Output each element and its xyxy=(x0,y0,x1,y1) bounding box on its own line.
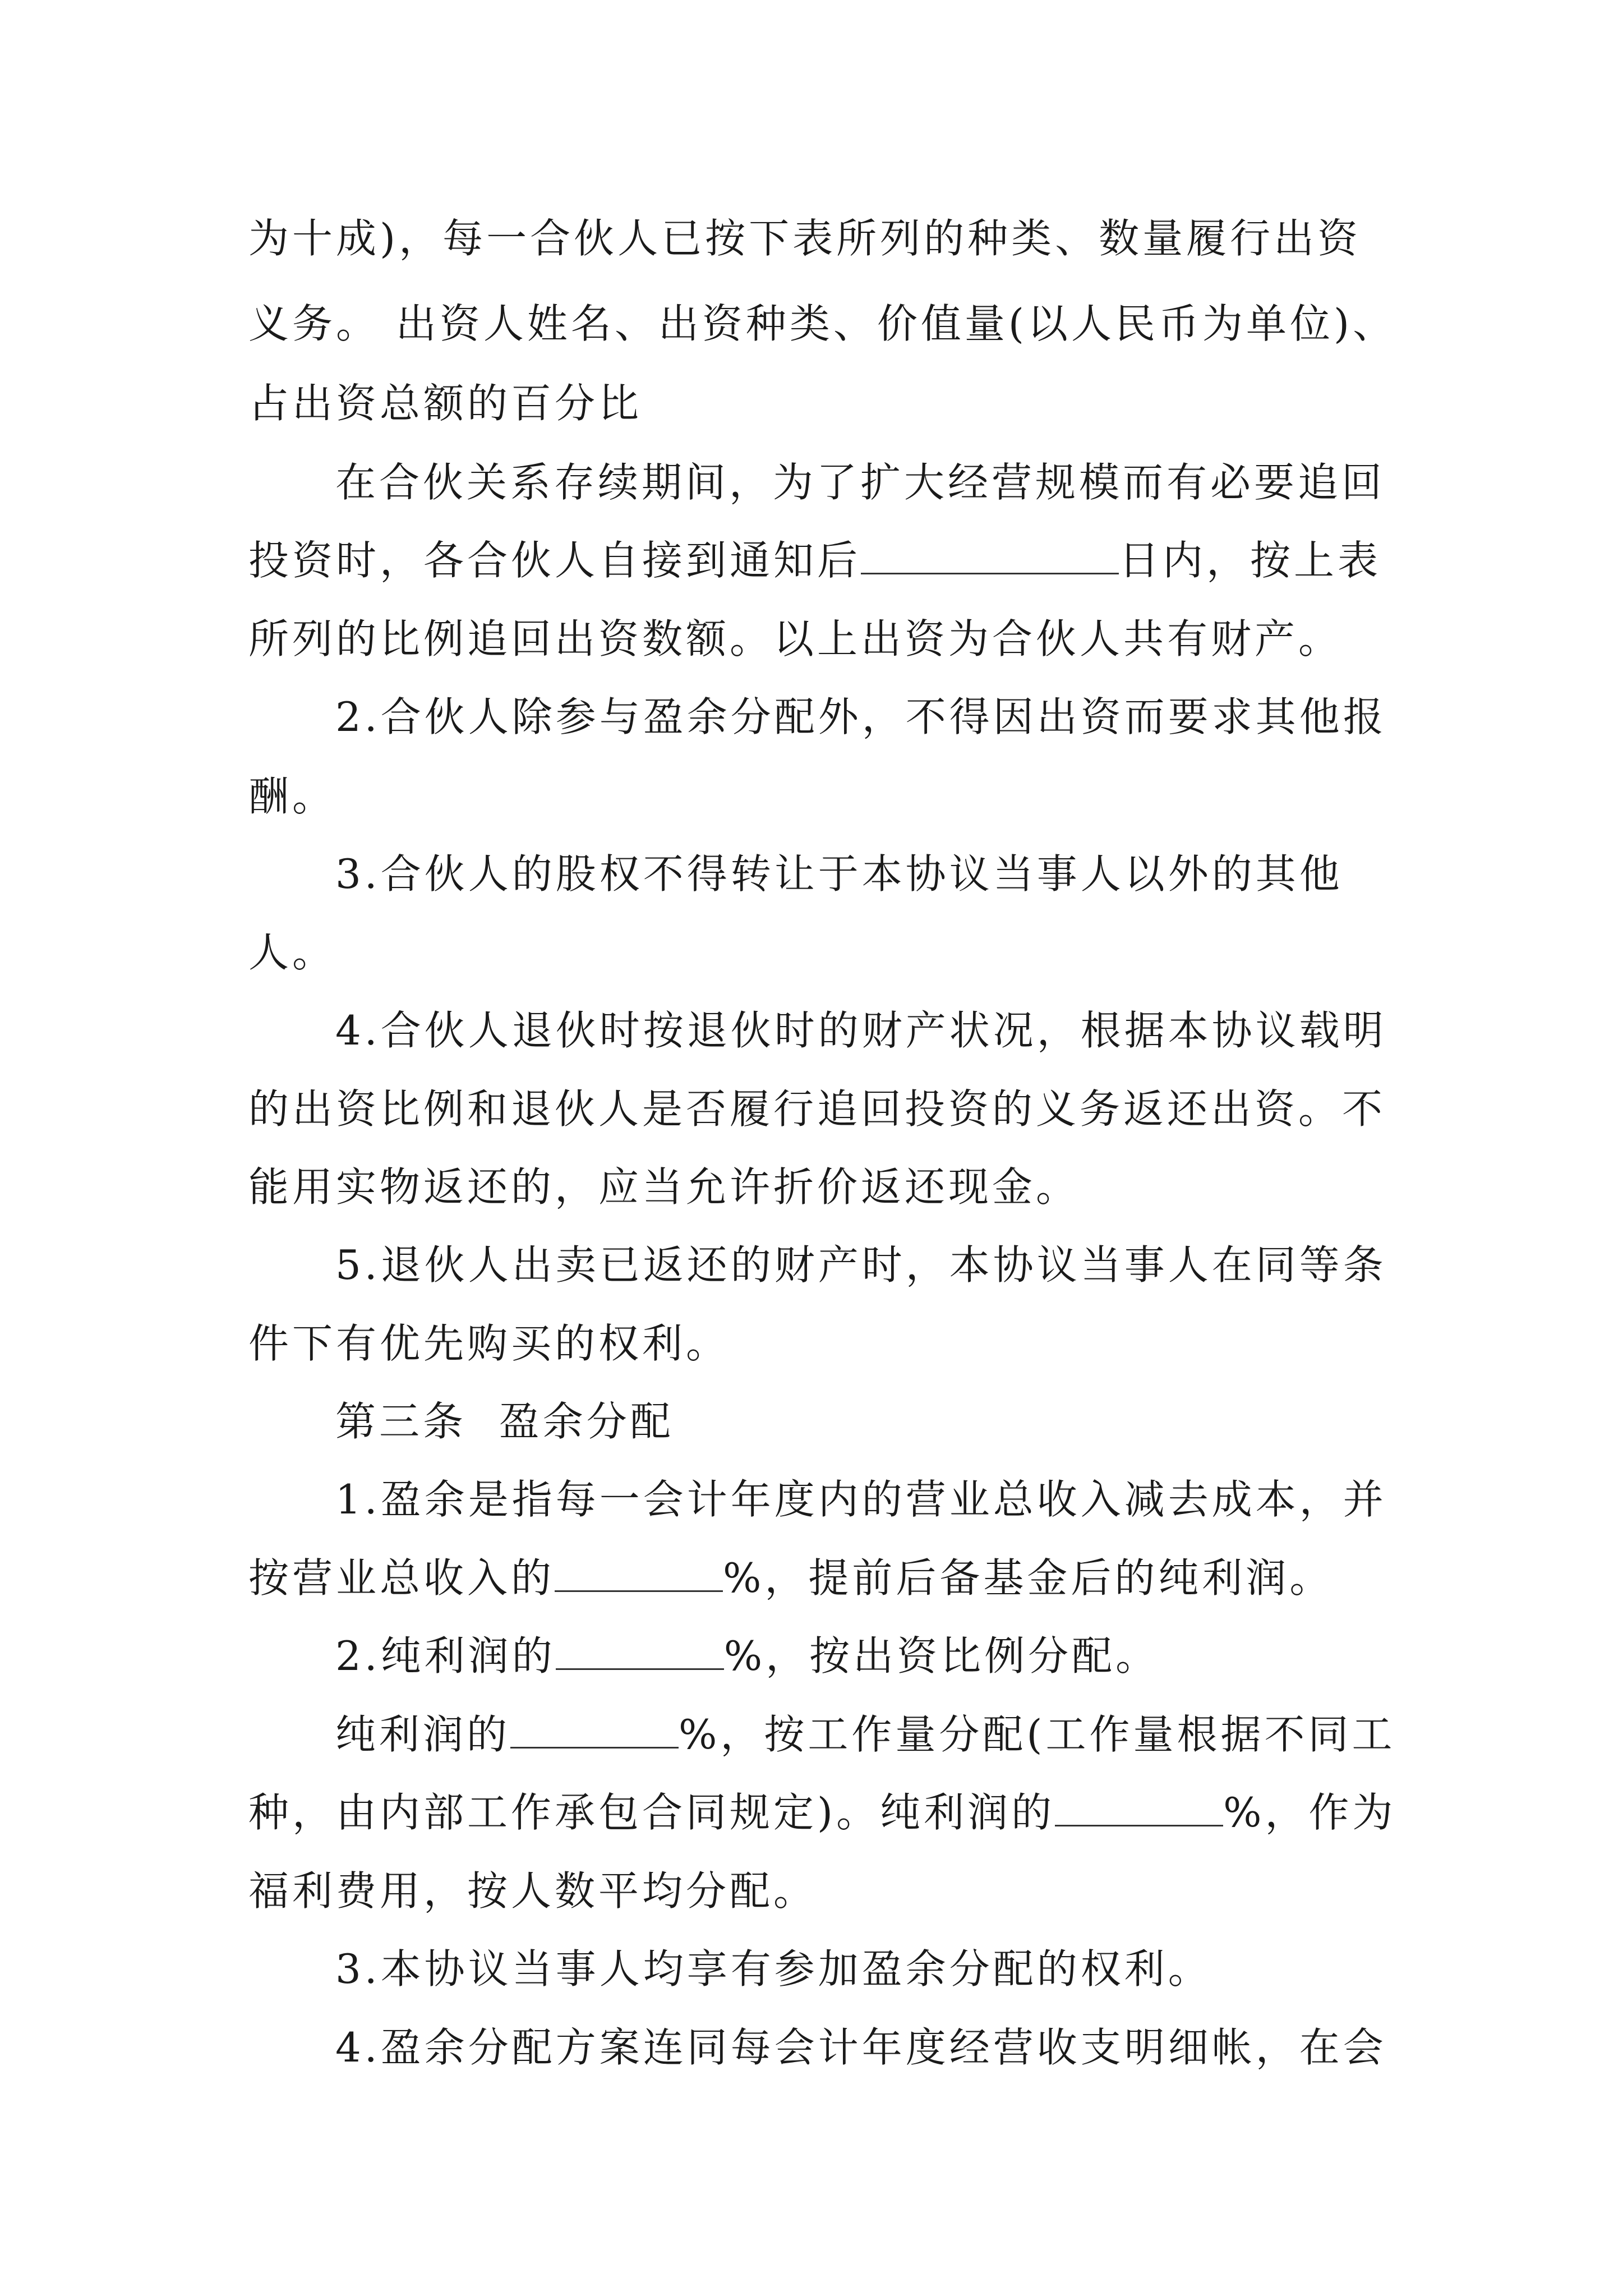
text-run: 5.退伙人出卖已返还的财产时，本协议当事人在同等条 xyxy=(335,1241,1387,1289)
fill-in-blank xyxy=(555,1550,723,1592)
paragraph-line xyxy=(335,689,1387,745)
text-run: 投资时，各合伙人自接到通知后 xyxy=(248,537,861,584)
text-run: %，作为 xyxy=(1223,1789,1396,1836)
paragraph-line xyxy=(248,1784,1396,1841)
paragraph-line xyxy=(248,1159,1080,1215)
paragraph-line xyxy=(335,1706,1396,1763)
text-run: %，提前后备基金后的纯利润。 xyxy=(723,1554,1334,1602)
text-run: 酬。 xyxy=(248,773,336,820)
fill-in-blank xyxy=(510,1706,679,1749)
paragraph-line xyxy=(248,1081,1386,1137)
text-run: %，按出资比例分配。 xyxy=(723,1632,1160,1680)
text-run: 义务。 出资人姓名、出资种类、价值量(以人民币为单位)、 xyxy=(248,300,1397,347)
text-run: 的出资比例和退伙人是否履行追回投资的义务返还出资。不 xyxy=(248,1085,1386,1133)
text-run: 福利费用，按人数平均分配。 xyxy=(248,1867,818,1915)
text-run: 1.盈余是指每一会计年度内的营业总收入减去成本，并 xyxy=(335,1476,1387,1523)
paragraph-line xyxy=(248,769,336,825)
paragraph-line xyxy=(248,375,642,431)
fill-in-blank xyxy=(556,1628,724,1670)
text-run: 4.合伙人退伙时按退伙时的财产状况，根据本协议载明 xyxy=(335,1007,1387,1054)
text-run: 件下有优先购买的权利。 xyxy=(248,1320,730,1367)
text-run: 在合伙关系存续期间，为了扩大经营规模而有必要追回 xyxy=(335,459,1386,506)
text-run: 占出资总额的百分比 xyxy=(248,380,643,427)
paragraph-line xyxy=(335,1941,1212,1997)
paragraph-line xyxy=(248,1863,817,1919)
text-run: 第三条 盈余分配 xyxy=(335,1398,674,1445)
paragraph-line xyxy=(248,532,1381,588)
text-run: 种，由内部工作承包合同规定)。纯利润的 xyxy=(248,1789,1055,1836)
paragraph-line xyxy=(248,1315,730,1372)
text-run: 为十成)，每一合伙人已按下表所列的种类、数量履行出资 xyxy=(248,215,1362,262)
paragraph-line xyxy=(248,924,336,981)
text-run: 3.合伙人的股权不得转让于本协议当事人以外的其他 xyxy=(335,850,1343,898)
paragraph-line xyxy=(335,2019,1387,2076)
paragraph-line xyxy=(335,1002,1387,1059)
paragraph-line xyxy=(248,210,1361,266)
text-run: 日内，按上表 xyxy=(1119,537,1382,584)
text-run: 按营业总收入的 xyxy=(248,1554,555,1602)
paragraph-line xyxy=(335,846,1343,902)
text-run: 人。 xyxy=(248,929,336,976)
paragraph-line xyxy=(248,296,1396,352)
text-run: 2.纯利润的 xyxy=(335,1632,556,1680)
fill-in-blank xyxy=(1055,1784,1223,1826)
text-run: 所列的比例追回出资数额。以上出资为合伙人共有财产。 xyxy=(248,615,1343,662)
text-run: 4.盈余分配方案连同每会计年度经营收支明细帐，在会 xyxy=(335,2024,1387,2071)
section-heading xyxy=(335,1393,674,1450)
text-run: 2.合伙人除参与盈余分配外，不得因出资而要求其他报 xyxy=(335,693,1387,740)
paragraph-line xyxy=(335,1628,1159,1684)
paragraph-line xyxy=(248,1550,1333,1606)
paragraph-line xyxy=(335,1471,1387,1527)
text-run: %，按工作量分配(工作量根据不同工 xyxy=(679,1711,1396,1758)
paragraph-line xyxy=(335,1237,1387,1293)
paragraph-line xyxy=(248,611,1342,667)
fill-in-blank xyxy=(861,532,1119,574)
text-run: 纯利润的 xyxy=(335,1711,511,1758)
text-run: 能用实物返还的，应当允许折价返还现金。 xyxy=(248,1163,1080,1211)
text-run: 3.本协议当事人均享有参加盈余分配的权利。 xyxy=(335,1945,1212,1993)
paragraph-line xyxy=(335,454,1385,510)
